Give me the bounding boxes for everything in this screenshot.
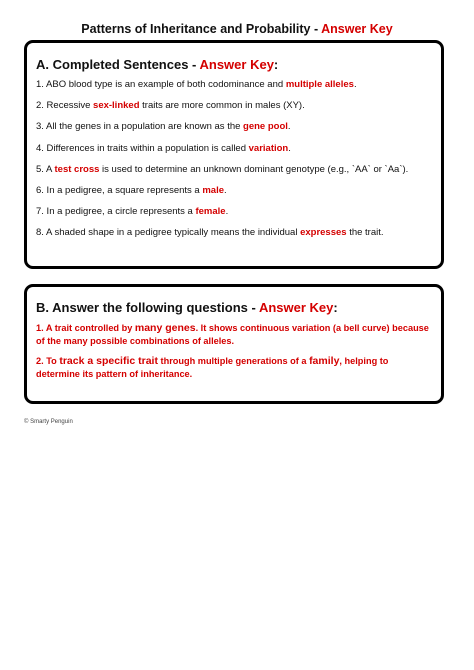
sentence-text: .: [353, 79, 357, 90]
sentence-text: 7. In a pedigree, a circle represents a: [36, 206, 196, 218]
answer-1: [36, 322, 431, 347]
title-main: Patterns of Inheritance and Probability -: [81, 22, 322, 36]
sentence-text: the trait.: [346, 227, 384, 239]
section-b-heading-colon: :: [333, 300, 338, 315]
answer-emphasis: track a specific trait: [59, 355, 158, 367]
answer-emphasis: many genes: [134, 322, 196, 334]
title-highlight: Answer Key: [321, 22, 393, 36]
answer-text: , helping to determine its pattern of inheritance.: [36, 356, 389, 379]
answer-emphasis: family: [309, 355, 340, 367]
completed-sentences-box: [24, 40, 444, 269]
sentence-answer: female: [195, 206, 226, 218]
sentence-text: .: [225, 206, 229, 218]
sentence-answer: expresses: [300, 227, 347, 239]
sentence-text: .: [288, 142, 291, 154]
sentence-3: [36, 121, 431, 132]
sentence-text: .: [287, 121, 291, 133]
sentence-text: 2. Recessive: [36, 100, 94, 112]
sentence-2: [36, 100, 431, 111]
answer-number: 1.: [36, 323, 46, 333]
sentence-text: 4. Differences in traits within a population is called: [36, 142, 249, 154]
answer-text: through multiple generations of a: [157, 356, 310, 366]
sentence-answer: multiple alleles: [285, 79, 354, 90]
section-a-heading-colon: :: [273, 57, 279, 72]
sentence-8: [36, 227, 431, 238]
sentence-text: 8. A shaded shape in a pedigree typically means the individual: [36, 227, 301, 239]
section-a-heading-highlight: Answer Key: [199, 57, 274, 72]
sentence-6: [36, 185, 431, 196]
copyright-footer: © Smarty Penguin: [24, 419, 73, 425]
section-b-heading-highlight: Answer Key: [258, 300, 334, 315]
section-b-heading-main: B. Answer the following questions -: [36, 300, 259, 315]
sentence-answer: test cross: [54, 163, 100, 175]
sentence-text: 5. A: [36, 163, 55, 175]
answer-text: A trait controlled by: [45, 323, 135, 333]
sentence-text: 3. All the genes in a population are known as the: [36, 121, 244, 133]
section-a-heading: [36, 57, 431, 72]
sentence-answer: male: [202, 184, 225, 196]
page-title: [0, 22, 474, 36]
answer-number: 2.: [36, 356, 47, 366]
sentence-text: .: [224, 184, 227, 196]
sentence-text: traits are more common in males (XY).: [139, 100, 305, 112]
answer-text: . It shows continuous variation (a bell curve) because of the many possible combinations of alleles.: [36, 323, 429, 346]
answer-2: [36, 355, 431, 380]
sentence-5: [36, 164, 431, 175]
section-a-heading-main: A. Completed Sentences -: [36, 57, 200, 72]
sentence-text: 1. ABO blood type is an example of both codominance and: [36, 79, 286, 90]
sentence-answer: variation: [248, 142, 289, 154]
section-b-heading: [36, 300, 431, 315]
sentence-answer: gene pool: [243, 121, 288, 133]
answer-text: To: [46, 356, 60, 366]
sentence-text: is used to determine an unknown dominant genotype (e.g., `AA` or `Aa`).: [99, 163, 409, 175]
questions-box: [24, 284, 444, 404]
sentence-4: [36, 143, 431, 154]
sentence-1: [36, 79, 431, 90]
sentence-answer: sex-linked: [93, 100, 140, 112]
sentence-7: [36, 206, 431, 217]
sentence-text: 6. In a pedigree, a square represents a: [36, 184, 203, 196]
